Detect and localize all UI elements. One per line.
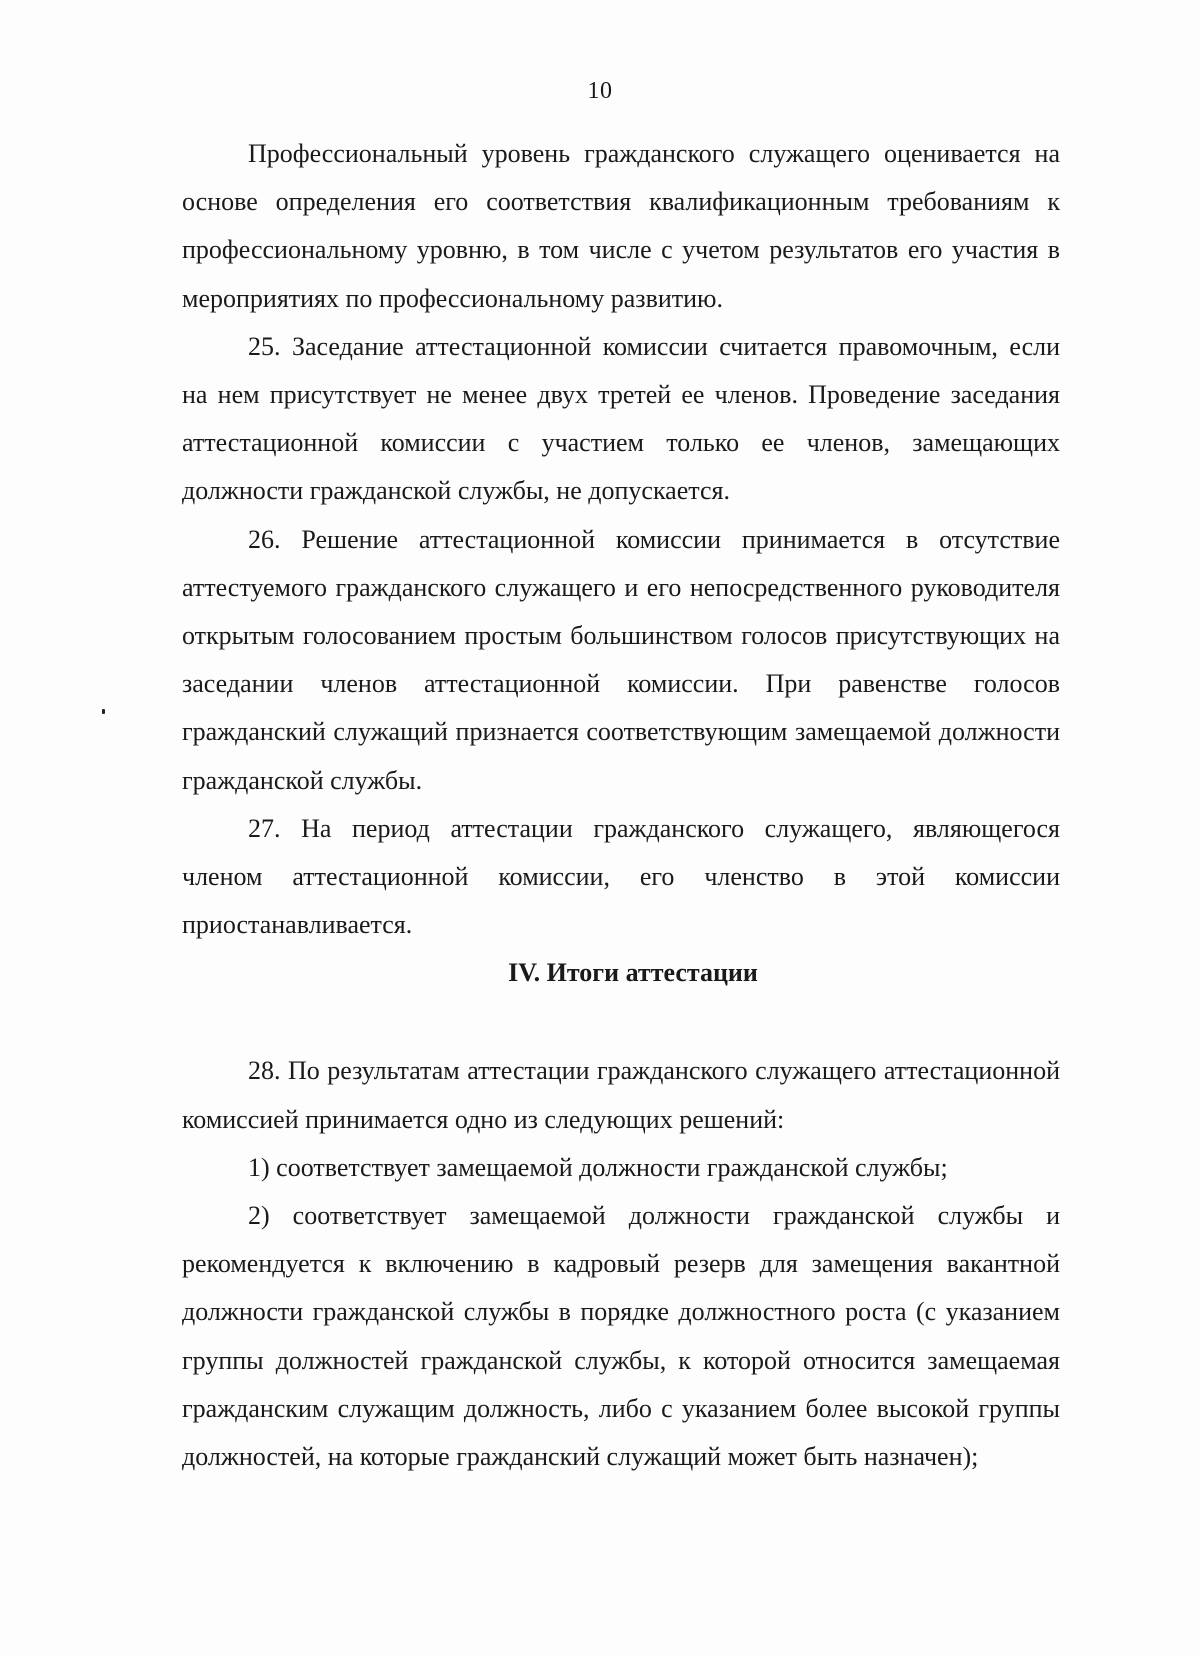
heading-spacer xyxy=(182,997,1060,1047)
scan-speck xyxy=(102,709,105,714)
section-heading: IV. Итоги аттестации xyxy=(508,958,758,988)
paragraph-25: 25. Заседание аттестационной комиссии считается правомочным, если на нем присутствует не менее двух третей ее членов. Проведение заседания аттестационной комиссии с участием только ее членов, замещающих должности гражданской службы, не допускается. xyxy=(182,331,1060,506)
list-item-2: 2) соответствует замещаемой должности гражданской службы и рекомендуется к включению в кадровый резерв для замещения вакантной должности гражданской службы в порядке должностного роста (с указанием группы должностей гражданской службы, к которой относится замещаемая гражданским служащим должность, либо с указанием более высокой группы должностей, на которые гражданский служащий может быть назначен); xyxy=(182,1201,1060,1472)
list-item-1: 1) соответствует замещаемой должности гражданской службы; xyxy=(248,1152,948,1182)
paragraph-26: 26. Решение аттестационной комиссии принимается в отсутствие аттестуемого гражданского служащего и его непосредственного руководителя открытым голосованием простым большинством голосов присутствующих на заседании членов аттестационной комиссии. При равенстве голосов гражданский служащий признается соответствующим замещаемой должности гражданской службы. xyxy=(182,524,1060,795)
page-number: 10 xyxy=(587,78,613,104)
paragraph-professional-level: Профессиональный уровень гражданского служащего оценивается на основе определения его соответствия квалификационным требованиям к профессиональному уровню, в том числе с учетом результатов его участия в мероприятиях по профессиональному развитию. xyxy=(182,139,1060,313)
document-body xyxy=(182,130,1060,1481)
paragraph-28: 28. По результатам аттестации гражданского служащего аттестационной комиссией принимается одно из следующих решений: xyxy=(182,1056,1060,1134)
paragraph-27: 27. На период аттестации гражданского служащего, являющегося членом аттестационной комиссии, его членство в этой комиссии приостанавливается. xyxy=(182,813,1060,940)
